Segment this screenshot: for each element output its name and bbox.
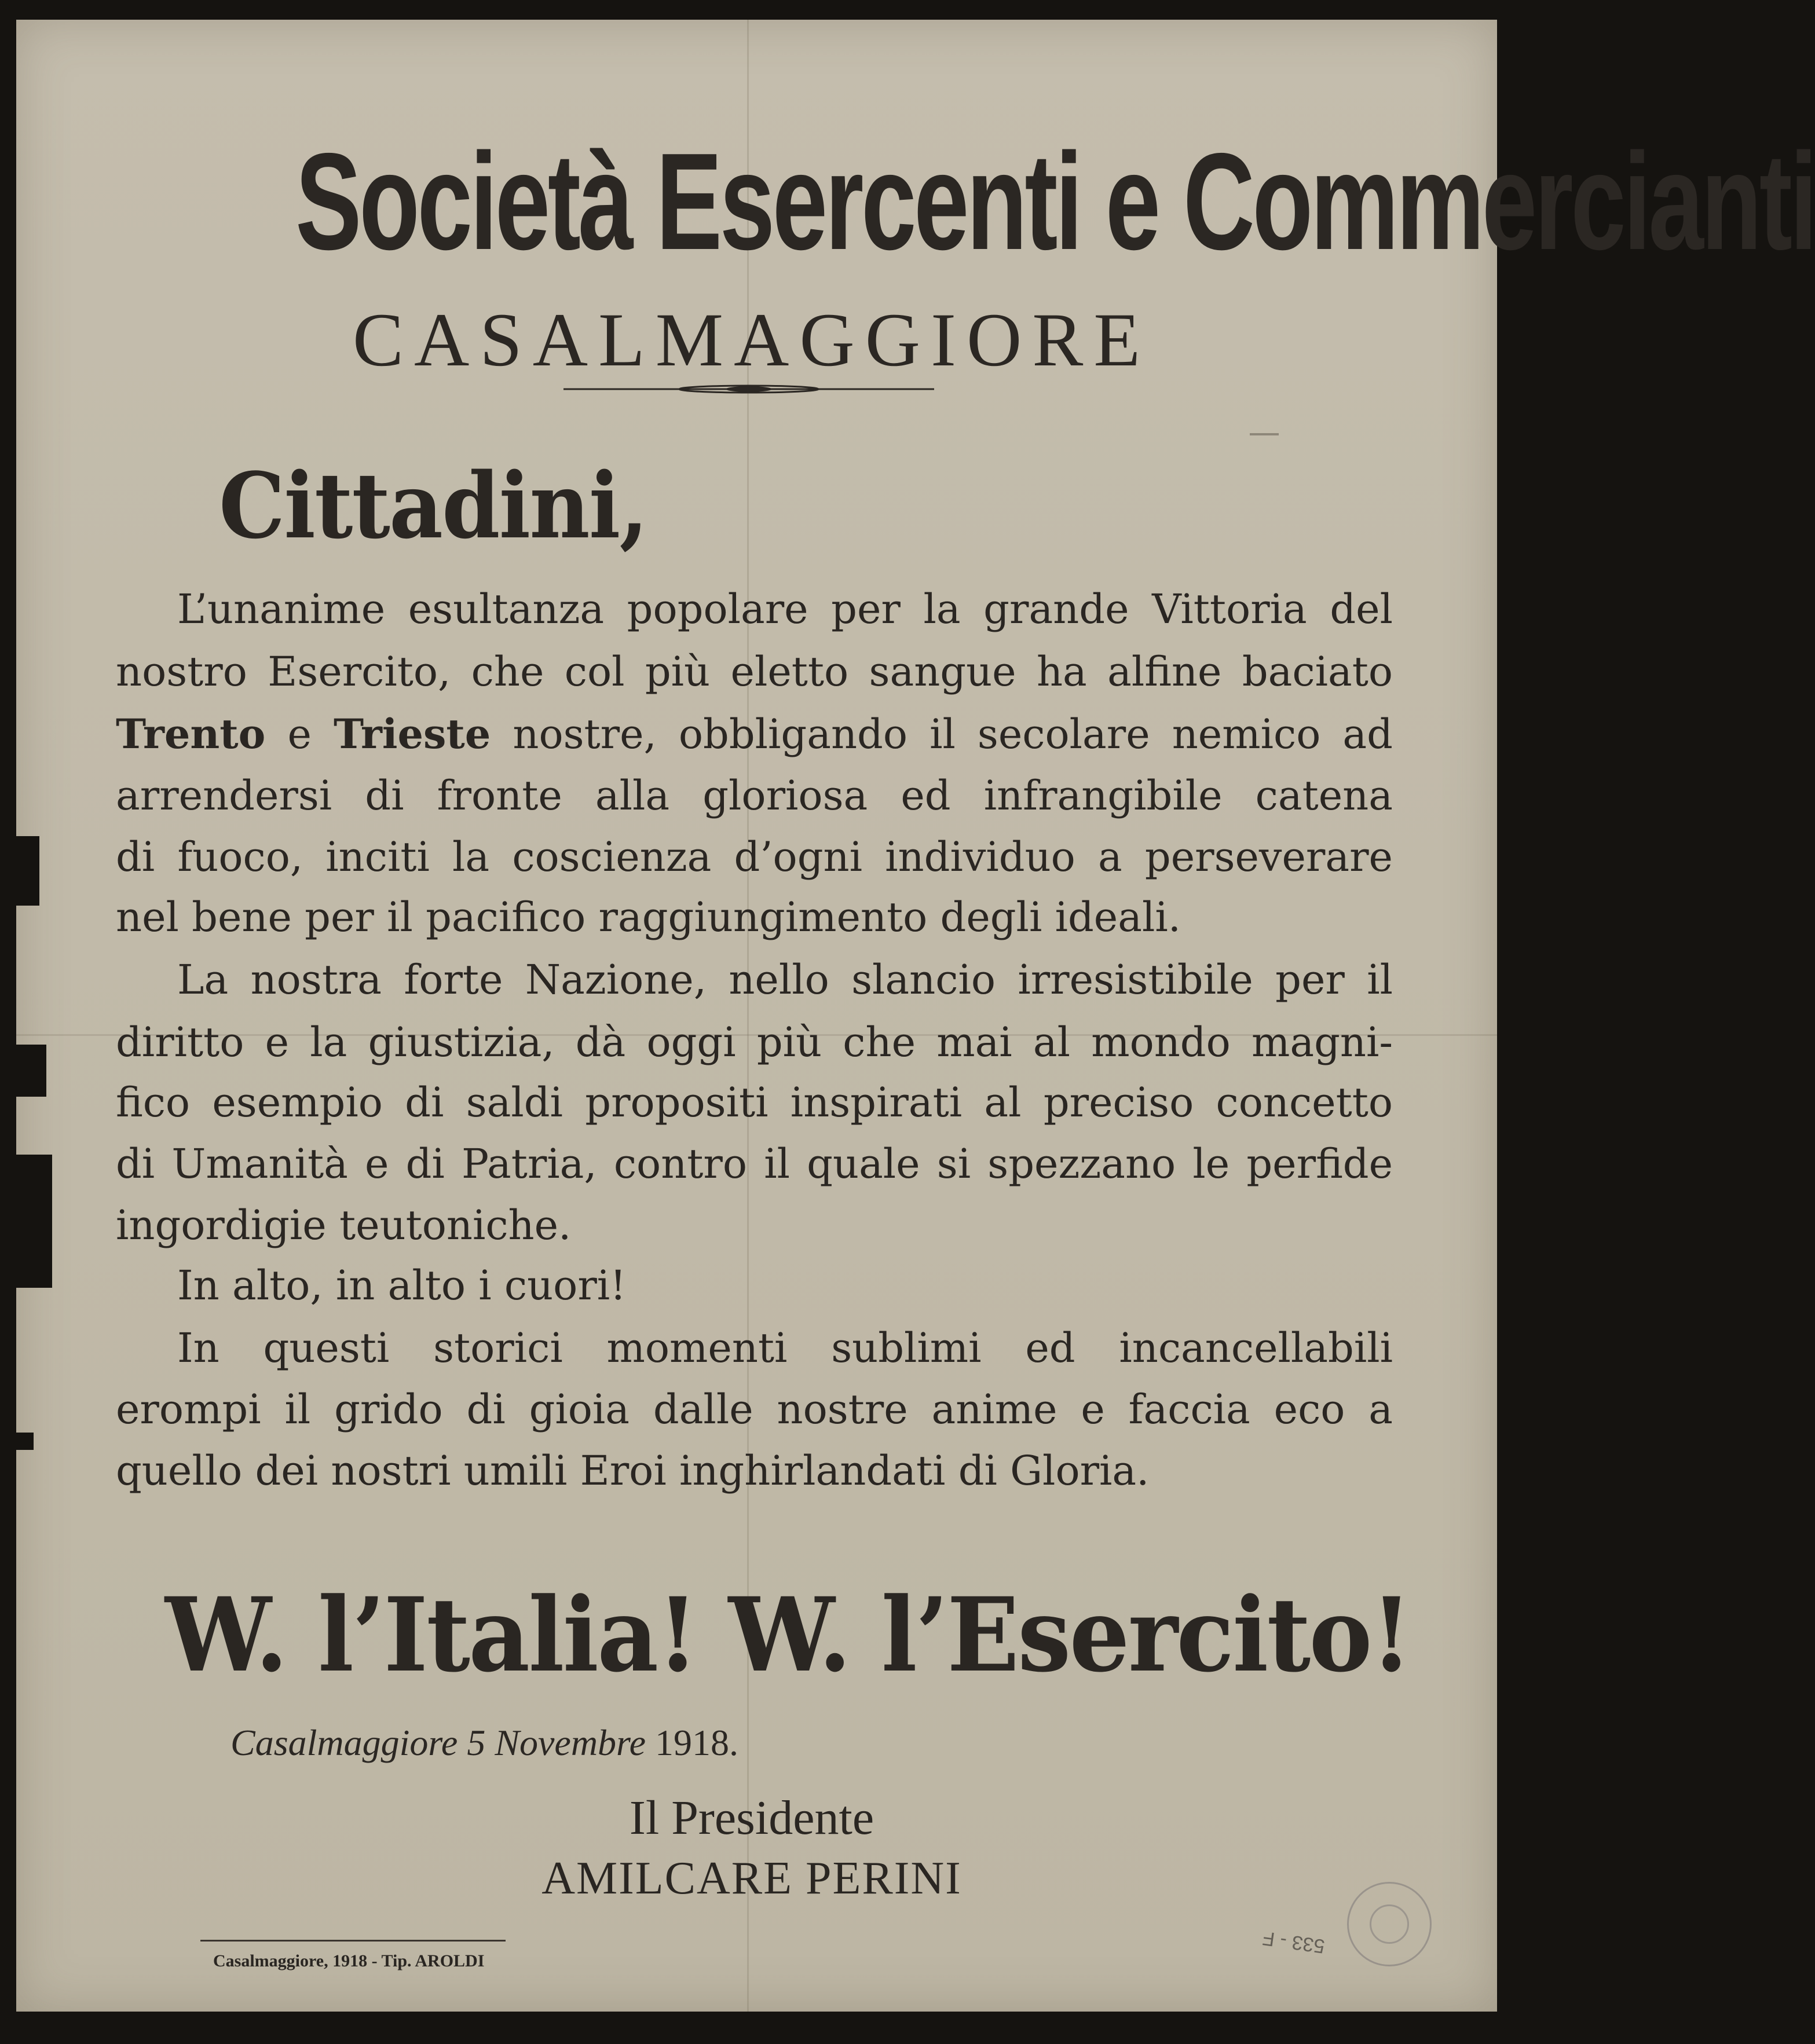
body-line: In questi storici momenti sublimi ed incancellabili bbox=[177, 1324, 1393, 1372]
signatory-role: Il Presidente bbox=[629, 1791, 874, 1845]
library-stamp-icon bbox=[1347, 1882, 1432, 1966]
body-line: di fuoco, inciti la coscienza d’ogni individuo a perseverare bbox=[116, 833, 1393, 881]
poster-sheet bbox=[16, 20, 1815, 2012]
torn-edge bbox=[16, 836, 39, 906]
signatory-name: AMILCARE PERINI bbox=[541, 1853, 962, 1904]
body-line: fico esempio di saldi propositi inspirati al preciso concetto bbox=[116, 1079, 1393, 1126]
body-line-fragment: nostre, obbligando il secolare nemico ad bbox=[513, 710, 1393, 758]
city-trento: Trento bbox=[116, 710, 266, 758]
town-subtitle: CASALMAGGIORE bbox=[352, 297, 1151, 382]
body-line: di Umanità e di Patria, contro il quale si spezzano le perfide bbox=[116, 1140, 1393, 1188]
printer-rule bbox=[200, 1940, 506, 1942]
dateline-year: 1918. bbox=[654, 1722, 738, 1763]
ink-speck bbox=[1250, 433, 1279, 435]
printer-imprint: Casalmaggiore, 1918 - Tip. AROLDI bbox=[213, 1951, 485, 1970]
torn-edge bbox=[16, 1433, 34, 1450]
body-line: ingordigie teutoniche. bbox=[116, 1202, 572, 1249]
body-line: L’unanime esultanza popolare per la grande Vittoria del bbox=[177, 585, 1393, 633]
dateline bbox=[230, 1720, 738, 1766]
dateline-place-date: Casalmaggiore 5 Novembre bbox=[230, 1722, 646, 1763]
salutation-heading: Cittadini, bbox=[219, 453, 647, 559]
society-title: Società Esercenti e Commercianti bbox=[295, 125, 1815, 279]
torn-edge bbox=[16, 1155, 52, 1288]
body-line: La nostra forte Nazione, nello slancio irresistibile per il bbox=[177, 956, 1393, 1003]
ornament-rule bbox=[563, 383, 934, 395]
body-line: erompi il grido di gioia dalle nostre anime e faccia eco a bbox=[116, 1386, 1393, 1433]
body-line: In alto, in alto i cuori! bbox=[177, 1262, 627, 1309]
inventory-mark: 533 - F bbox=[1261, 1926, 1326, 1958]
city-trieste: Trieste bbox=[333, 710, 491, 758]
body-line: nel bene per il pacifico raggiungimento degli ideali. bbox=[116, 893, 1181, 941]
body-line: diritto e la giustizia, dà oggi più che mai al mondo magni- bbox=[116, 1019, 1393, 1066]
body-line: nostro Esercito, che col più eletto sangue ha alfine baciato bbox=[116, 648, 1393, 695]
body-line: quello dei nostri umili Eroi inghirlandati di Gloria. bbox=[116, 1447, 1150, 1494]
body-line: arrendersi di fronte alla gloriosa ed infrangibile catena bbox=[116, 772, 1393, 819]
conjunction: e bbox=[287, 710, 312, 758]
torn-edge bbox=[16, 1045, 46, 1097]
body-line bbox=[116, 705, 1393, 763]
patriotic-cheer: W. l’Italia! W. l’Esercito! bbox=[165, 1575, 1411, 1695]
